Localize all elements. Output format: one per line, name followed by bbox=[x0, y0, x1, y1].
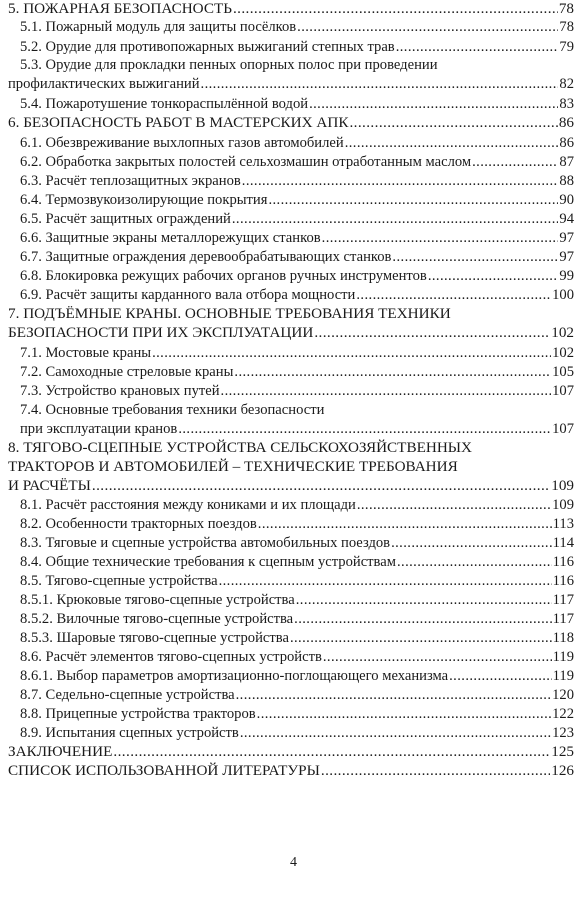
toc-leader bbox=[396, 38, 559, 56]
toc-entry bbox=[20, 134, 574, 152]
toc-entry-page: 83 bbox=[559, 96, 574, 112]
toc-entry bbox=[20, 705, 574, 723]
toc-entry-page: 99 bbox=[559, 268, 574, 284]
toc-leader bbox=[236, 686, 551, 704]
toc-entry bbox=[20, 172, 574, 190]
toc-leader bbox=[345, 134, 559, 152]
toc-entry bbox=[20, 515, 574, 533]
toc-entry-title: 8.5.3. Шаровые тягово-сцепные устройства bbox=[20, 630, 289, 646]
toc-entry-page: 97 bbox=[559, 230, 574, 246]
toc-entry-title: СПИСОК ИСПОЛЬЗОВАННОЙ ЛИТЕРАТУРЫ bbox=[8, 762, 320, 779]
toc-entry bbox=[8, 743, 574, 761]
toc-leader bbox=[314, 324, 550, 342]
toc-entry-page: 125 bbox=[551, 743, 574, 760]
toc-entry-title: при эксплуатации кранов bbox=[20, 421, 178, 437]
toc-leader bbox=[219, 572, 552, 590]
toc-leader bbox=[391, 534, 552, 552]
toc-entry bbox=[20, 553, 574, 571]
toc-leader bbox=[201, 75, 559, 93]
toc-leader bbox=[297, 18, 558, 36]
toc-entry-title: 6.4. Термозвукоизолирующие покрытия bbox=[20, 192, 268, 208]
toc-entry-title: 8.4. Общие технические требования к сцепным устройствам bbox=[20, 554, 396, 570]
toc-entry bbox=[20, 153, 574, 171]
toc-entry bbox=[20, 648, 574, 666]
toc-entry bbox=[8, 762, 574, 780]
toc-leader bbox=[472, 153, 558, 171]
toc-entry bbox=[20, 686, 574, 704]
toc-entry-title: 8. ТЯГОВО-СЦЕПНЫЕ УСТРОЙСТВА СЕЛЬСКОХОЗЯЙСТВЕННЫХ bbox=[8, 439, 473, 456]
toc-entry-page: 107 bbox=[552, 421, 574, 437]
toc-leader bbox=[290, 629, 552, 647]
toc-entry-title: 5. ПОЖАРНАЯ БЕЗОПАСНОСТЬ bbox=[8, 0, 232, 17]
toc-entry bbox=[20, 534, 574, 552]
toc-entry-title: 6.5. Расчёт защитных ограждений bbox=[20, 211, 231, 227]
toc-entry-page: 100 bbox=[552, 287, 574, 303]
toc-entry-title: 5.3. Орудие для прокладки пенных опорных полос при проведении bbox=[20, 57, 438, 73]
toc-entry bbox=[20, 363, 574, 381]
toc-entry-title: 7.4. Основные требования техники безопасности bbox=[20, 402, 325, 418]
toc-entry-page: 97 bbox=[559, 249, 574, 265]
toc-leader bbox=[322, 229, 559, 247]
toc-leader bbox=[323, 648, 552, 666]
toc-entry-title: 7.2. Самоходные стреловые краны bbox=[20, 364, 234, 380]
toc-entry-title: 8.2. Особенности тракторных поездов bbox=[20, 516, 257, 532]
toc-entry-title: 8.8. Прицепные устройства тракторов bbox=[20, 706, 256, 722]
toc-entry-page: 117 bbox=[552, 611, 574, 627]
toc-entry-page: 122 bbox=[552, 706, 574, 722]
toc-entry-title: ТРАКТОРОВ И АВТОМОБИЛЕЙ – ТЕХНИЧЕСКИЕ ТРЕБОВАНИЯ bbox=[8, 458, 458, 475]
toc-entry-title: 6. БЕЗОПАСНОСТЬ РАБОТ В МАСТЕРСКИХ АПК bbox=[8, 114, 349, 131]
toc-entry-title: 8.5. Тягово-сцепные устройства bbox=[20, 573, 218, 589]
toc-entry-title: 8.5.2. Вилочные тягово-сцепные устройства bbox=[20, 611, 294, 627]
toc-entry bbox=[8, 477, 574, 495]
toc-entry bbox=[20, 572, 574, 590]
toc-entry-page: 117 bbox=[552, 592, 574, 608]
toc-entry-page: 94 bbox=[559, 211, 574, 227]
toc-entry-title: БЕЗОПАСНОСТИ ПРИ ИХ ЭКСПЛУАТАЦИИ bbox=[8, 324, 314, 341]
toc-leader bbox=[309, 95, 558, 113]
toc-entry bbox=[20, 210, 574, 228]
toc-entry-title: 6.9. Расчёт защиты карданного вала отбора мощности bbox=[20, 287, 356, 303]
toc-entry-page: 78 bbox=[559, 19, 574, 35]
toc-entry bbox=[20, 629, 574, 647]
toc-entry bbox=[20, 229, 574, 247]
toc-leader bbox=[178, 420, 551, 438]
page-number: 4 bbox=[290, 855, 297, 870]
toc-entry-title: И РАСЧЁТЫ bbox=[8, 477, 91, 494]
toc-entry bbox=[8, 114, 574, 132]
toc-leader bbox=[242, 172, 559, 190]
toc-entry-title: 6.7. Защитные ограждения деревообрабатывающих станков bbox=[20, 249, 392, 265]
toc-entry-title: 8.3. Тяговые и сцепные устройства автомобильных поездов bbox=[20, 535, 391, 551]
toc-entry bbox=[8, 75, 574, 93]
toc-entry-page: 86 bbox=[559, 135, 574, 151]
toc-entry-title: 5.4. Пожаротушение тонкораспылённой водой bbox=[20, 96, 309, 112]
toc-entry bbox=[20, 18, 574, 36]
toc-entry-title: 6.6. Защитные экраны металлорежущих станков bbox=[20, 230, 321, 246]
toc-leader bbox=[240, 724, 551, 742]
toc-entry-title: 8.5.1. Крюковые тягово-сцепные устройства bbox=[20, 592, 295, 608]
toc-entry-page: 116 bbox=[552, 554, 574, 570]
toc-entry-title: 6.8. Блокировка режущих рабочих органов ручных инструментов bbox=[20, 268, 427, 284]
toc-entry bbox=[20, 191, 574, 209]
toc-leader bbox=[449, 667, 552, 685]
toc-entry-title: 6.2. Обработка закрытых полостей сельхозмашин отработанным маслом bbox=[20, 154, 472, 170]
toc-entry-title: 8.9. Испытания сцепных устройств bbox=[20, 725, 239, 741]
toc-leader bbox=[428, 267, 559, 285]
toc-leader bbox=[232, 210, 559, 228]
toc-entry-title: 8.6. Расчёт элементов тягово-сцепных устройств bbox=[20, 649, 322, 665]
toc-entry bbox=[20, 667, 574, 685]
toc-leader bbox=[113, 743, 550, 761]
toc-entry bbox=[20, 248, 574, 266]
toc-entry bbox=[20, 95, 574, 113]
toc-entry-title: профилактических выжиганий bbox=[8, 76, 200, 92]
toc-entry bbox=[20, 382, 574, 400]
toc-leader bbox=[296, 591, 552, 609]
toc-entry-page: 86 bbox=[558, 114, 574, 131]
toc-entry-page: 109 bbox=[551, 477, 574, 494]
toc-leader bbox=[356, 286, 551, 304]
toc-entry-page: 114 bbox=[552, 535, 574, 551]
toc-leader bbox=[152, 344, 551, 362]
toc-entry-page: 78 bbox=[558, 0, 574, 17]
toc-leader bbox=[397, 553, 552, 571]
toc-entry-title: 7.1. Мостовые краны bbox=[20, 345, 152, 361]
toc-leader bbox=[321, 762, 550, 780]
toc-entry-page: 119 bbox=[552, 649, 574, 665]
toc-entry bbox=[20, 344, 574, 362]
toc-entry-title: 5.2. Орудие для противопожарных выжиганий степных трав bbox=[20, 39, 395, 55]
toc-entry-title: 6.1. Обезвреживание выхлопных газов автомобилей bbox=[20, 135, 344, 151]
toc-entry-page: 102 bbox=[551, 324, 574, 341]
toc-entry-page: 123 bbox=[552, 725, 574, 741]
toc-leader bbox=[294, 610, 551, 628]
toc-entry-title: 8.7. Седельно-сцепные устройства bbox=[20, 687, 235, 703]
toc-leader bbox=[392, 248, 558, 266]
toc-entry-title: 5.1. Пожарный модуль для защиты посёлков bbox=[20, 19, 297, 35]
toc-entry-title: ЗАКЛЮЧЕНИЕ bbox=[8, 743, 113, 760]
toc-entry-page: 126 bbox=[551, 762, 574, 779]
toc-entry-page: 120 bbox=[552, 687, 574, 703]
toc-entry bbox=[8, 324, 574, 342]
toc-entry-title: 8.1. Расчёт расстояния между кониками и их площади bbox=[20, 497, 356, 513]
toc-entry-title: 7.3. Устройство крановых путей bbox=[20, 383, 220, 399]
toc-entry-title: 7. ПОДЪЁМНЫЕ КРАНЫ. ОСНОВНЫЕ ТРЕБОВАНИЯ ТЕХНИКИ bbox=[8, 305, 451, 322]
toc-entry bbox=[8, 0, 574, 18]
toc-entry bbox=[20, 420, 574, 438]
toc-leader bbox=[233, 0, 558, 18]
toc-entry bbox=[20, 267, 574, 285]
toc-entry-page: 102 bbox=[552, 345, 574, 361]
toc-leader bbox=[257, 705, 551, 723]
toc-entry bbox=[20, 610, 574, 628]
toc-entry-page: 116 bbox=[552, 573, 574, 589]
toc-entry bbox=[20, 496, 574, 514]
toc-entry bbox=[20, 591, 574, 609]
toc-entry-page: 90 bbox=[559, 192, 574, 208]
toc-leader bbox=[357, 496, 551, 514]
toc-leader bbox=[234, 363, 551, 381]
toc-leader bbox=[349, 114, 557, 132]
toc-leader bbox=[221, 382, 552, 400]
toc-entry bbox=[20, 724, 574, 742]
toc-entry-page: 87 bbox=[559, 154, 574, 170]
toc-entry-page: 109 bbox=[552, 497, 574, 513]
toc-entry-page: 107 bbox=[552, 383, 574, 399]
toc-leader bbox=[92, 477, 550, 495]
toc-entry-page: 82 bbox=[559, 76, 574, 92]
toc-entry-page: 118 bbox=[552, 630, 574, 646]
toc-entry-page: 119 bbox=[552, 668, 574, 684]
toc-entry-page: 105 bbox=[552, 364, 574, 380]
toc-entry bbox=[20, 286, 574, 304]
toc-entry-page: 79 bbox=[559, 39, 574, 55]
toc-leader bbox=[268, 191, 558, 209]
toc-entry-title: 6.3. Расчёт теплозащитных экранов bbox=[20, 173, 241, 189]
toc-entry bbox=[20, 38, 574, 56]
toc-entry-title: 8.6.1. Выбор параметров амортизационно-поглощающего механизма bbox=[20, 668, 449, 684]
toc-entry-page: 113 bbox=[552, 516, 574, 532]
toc-entry-page: 88 bbox=[559, 173, 574, 189]
toc-leader bbox=[258, 515, 552, 533]
